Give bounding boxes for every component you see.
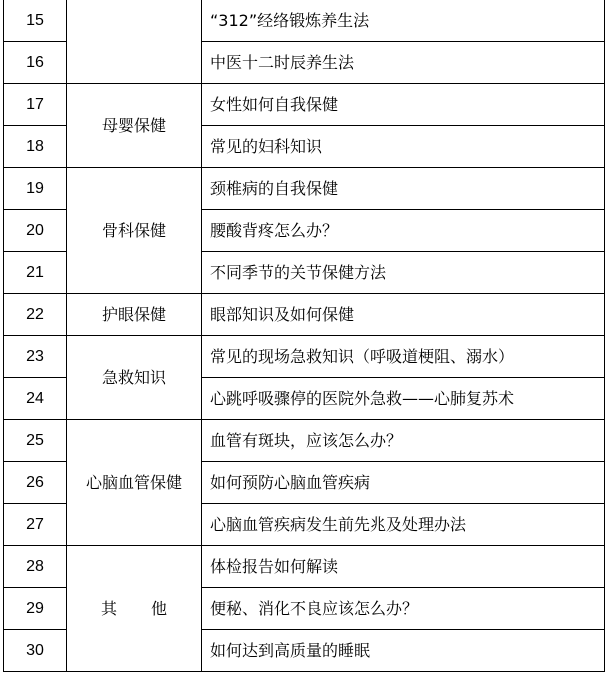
topic-cell: 心跳呼吸骤停的医院外急救——心肺复苏术	[202, 378, 605, 420]
topic-cell: 便秘、消化不良应该怎么办？	[202, 588, 605, 630]
category-maternal: 母婴保健	[67, 84, 202, 168]
row-number: 24	[4, 378, 67, 420]
row-number: 17	[4, 84, 67, 126]
topic-cell: 如何预防心脑血管疾病	[202, 462, 605, 504]
topic-cell: 眼部知识及如何保健	[202, 294, 605, 336]
row-number: 18	[4, 126, 67, 168]
topic-cell: 不同季节的关节保健方法	[202, 252, 605, 294]
health-topics-table	[3, 0, 605, 672]
topic-cell: 常见的妇科知识	[202, 126, 605, 168]
table-row	[4, 420, 605, 462]
row-number: 22	[4, 294, 67, 336]
table-row	[4, 336, 605, 378]
topic-cell: 中医十二时辰养生法	[202, 42, 605, 84]
category-orthopedic: 骨科保健	[67, 168, 202, 294]
topic-cell: 颈椎病的自我保健	[202, 168, 605, 210]
category-first-aid: 急救知识	[67, 336, 202, 420]
table-row	[4, 168, 605, 210]
table-row	[4, 294, 605, 336]
category-other	[67, 546, 202, 672]
row-number: 16	[4, 42, 67, 84]
category-cell-empty	[67, 0, 202, 84]
topic-cell: 常见的现场急救知识（呼吸道梗阻、溺水）	[202, 336, 605, 378]
row-number: 15	[4, 0, 67, 42]
category-cardio: 心脑血管保健	[67, 420, 202, 546]
category-other-char-2: 他	[151, 598, 168, 618]
category-other-char-1: 其	[100, 598, 117, 618]
row-number: 27	[4, 504, 67, 546]
table-row	[4, 84, 605, 126]
row-number: 29	[4, 588, 67, 630]
topic-cell: “312”经络锻炼养生法	[202, 0, 605, 42]
row-number: 21	[4, 252, 67, 294]
topic-cell: 如何达到高质量的睡眠	[202, 630, 605, 672]
row-number: 30	[4, 630, 67, 672]
topic-cell: 心脑血管疾病发生前先兆及处理办法	[202, 504, 605, 546]
topic-cell: 血管有斑块，应该怎么办？	[202, 420, 605, 462]
category-eye: 护眼保健	[67, 294, 202, 336]
table-row	[4, 546, 605, 588]
topic-cell: 女性如何自我保健	[202, 84, 605, 126]
table-row	[4, 0, 605, 42]
topic-cell: 体检报告如何解读	[202, 546, 605, 588]
topic-cell: 腰酸背疼怎么办？	[202, 210, 605, 252]
row-number: 28	[4, 546, 67, 588]
row-number: 23	[4, 336, 67, 378]
row-number: 25	[4, 420, 67, 462]
row-number: 20	[4, 210, 67, 252]
row-number: 19	[4, 168, 67, 210]
row-number: 26	[4, 462, 67, 504]
